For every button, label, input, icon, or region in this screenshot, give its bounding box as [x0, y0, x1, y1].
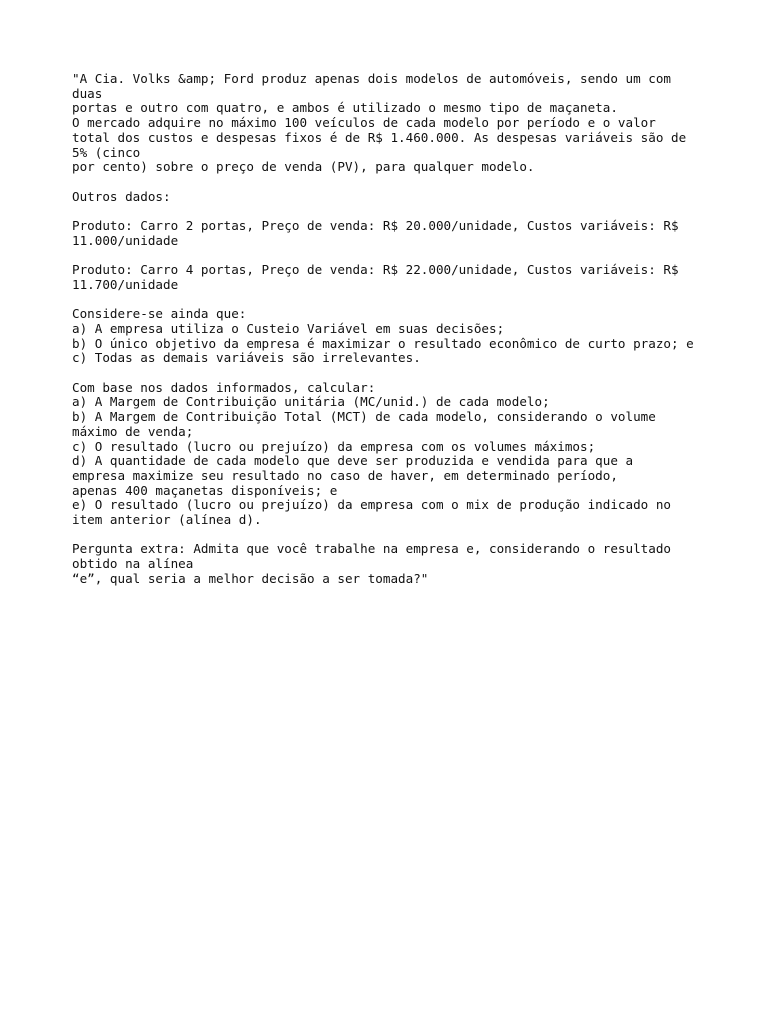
text-line: Outros dados: [72, 188, 171, 204]
text-line: Produto: Carro 4 portas, Preço de venda: R$ 22.000/unidade, Custos variáveis: R$ [72, 262, 679, 278]
text-line: item anterior (alínea d). [72, 512, 262, 528]
text-line: apenas 400 maçanetas disponíveis; e [72, 482, 338, 498]
paragraph-other-data-heading [72, 190, 712, 205]
text-line: d) A quantidade de cada modelo que deve ser produzida e vendida para que a [72, 453, 634, 469]
text-line: empresa maximize seu resultado no caso de haver, em determinado período, [72, 467, 618, 483]
document-body [72, 72, 712, 587]
text-line: Com base nos dados informados, calcular: [72, 379, 376, 395]
text-line: Pergunta extra: Admita que você trabalhe na empresa e, considerando o resultado [72, 541, 671, 557]
text-line: portas e outro com quatro, e ambos é utilizado o mesmo tipo de maçaneta. [72, 100, 618, 116]
paragraph-assumptions [72, 307, 712, 366]
text-line: obtido na alínea [72, 556, 194, 572]
text-line: "A Cia. Volks &amp; Ford produz apenas dois modelos de automóveis, sendo um com [72, 71, 671, 86]
paragraph-gap [72, 293, 712, 308]
text-line: máximo de venda; [72, 423, 194, 439]
text-line: total dos custos e despesas fixos é de R$ 1.460.000. As despesas variáveis são de [72, 129, 687, 145]
text-line: a) A Margem de Contribuição unitária (MC/unid.) de cada modelo; [72, 394, 550, 410]
text-line: c) Todas as demais variáveis são irrelevantes. [72, 350, 421, 366]
paragraph-gap [72, 204, 712, 219]
text-line: b) O único objetivo da empresa é maximizar o resultado econômico de curto prazo; e [72, 335, 694, 351]
text-line: 11.700/unidade [72, 276, 179, 292]
paragraph-questions [72, 381, 712, 528]
paragraph-gap [72, 175, 712, 190]
paragraph-gap [72, 528, 712, 543]
text-line: a) A empresa utiliza o Custeio Variável em suas decisões; [72, 320, 505, 336]
text-line: Produto: Carro 2 portas, Preço de venda: R$ 20.000/unidade, Custos variáveis: R$ [72, 218, 679, 233]
text-line: duas [72, 85, 103, 101]
text-line: 5% (cinco [72, 144, 141, 160]
paragraph-product-4-doors [72, 263, 712, 292]
text-line: “e”, qual seria a melhor decisão a ser tomada?" [72, 570, 429, 586]
text-line: b) A Margem de Contribuição Total (MCT) de cada modelo, considerando o volume [72, 409, 656, 425]
paragraph-gap [72, 366, 712, 381]
text-line: O mercado adquire no máximo 100 veículos de cada modelo por período e o valor [72, 115, 656, 131]
text-line: Considere-se ainda que: [72, 306, 247, 322]
text-line: c) O resultado (lucro ou prejuízo) da empresa com os volumes máximos; [72, 438, 596, 454]
paragraph-gap [72, 248, 712, 263]
paragraph-intro [72, 72, 712, 175]
paragraph-product-2-doors [72, 219, 712, 248]
paragraph-extra-question [72, 542, 712, 586]
text-line: e) O resultado (lucro ou prejuízo) da empresa com o mix de produção indicado no [72, 497, 671, 513]
text-line: por cento) sobre o preço de venda (PV), para qualquer modelo. [72, 159, 535, 175]
text-line: 11.000/unidade [72, 232, 179, 248]
